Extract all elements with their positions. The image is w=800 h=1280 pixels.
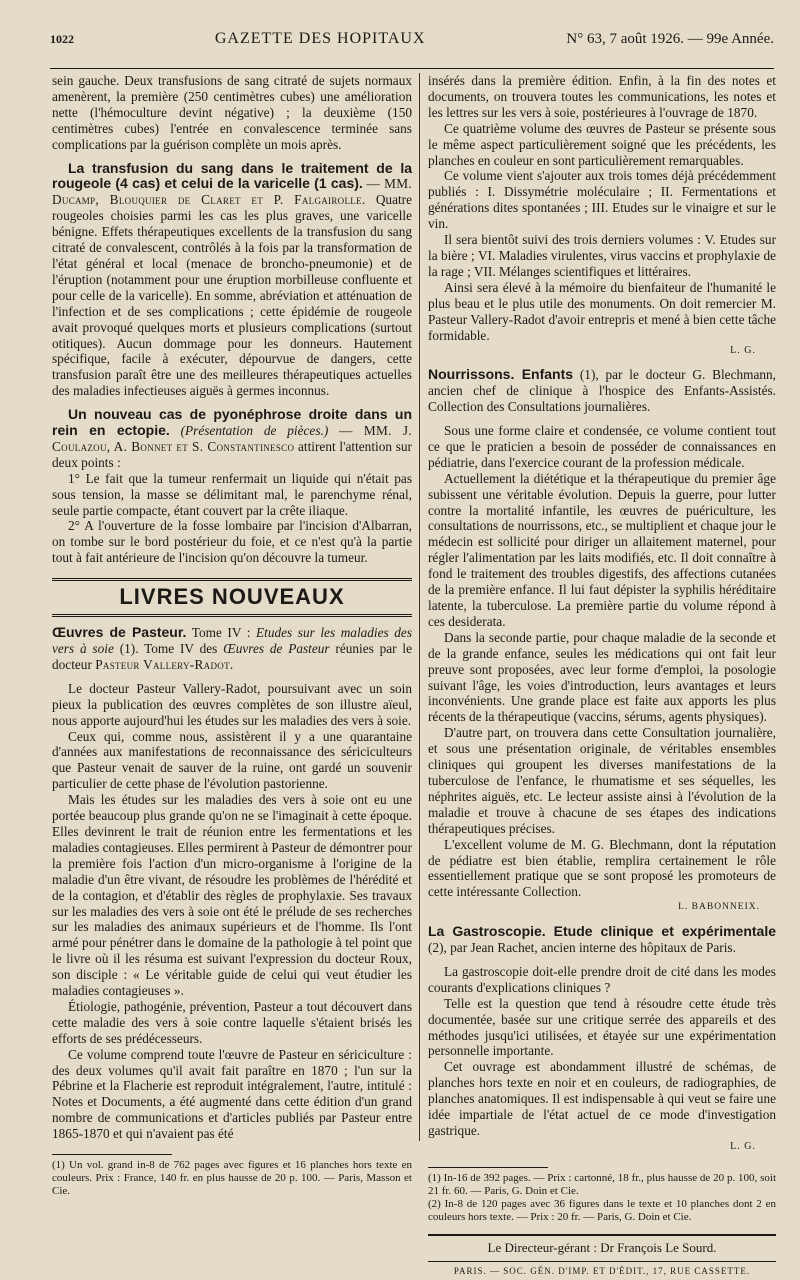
paragraph: Étiologie, pathogénie, prévention, Pasteur a tout découvert dans cette maladie des vers à soie contre laquelle s'étaient brisés les efforts de ses prédécesseurs. (52, 998, 412, 1046)
director-line: Le Directeur-gérant : Dr François Le Sourd. (428, 1234, 776, 1256)
paragraph: Actuellement la diététique et la thérapeutique du premier âge subissent une véritable évolution. Depuis la guerre, pour lutter contre la mortalité infantile, les œuvres de puériculture, les consultations de nourrissons, etc., se multiplient et chaque jour le médecin est sollicité pour diriger un allaitement maternel, pour régler l'alimentation par les laits modifiés, etc. Il doit connaître à fond le traitement des troubles digestifs, des affections cutanées de la première enfance. Il lui faut dépister la syphilis héréditaire latente, la tuberculose. La première partie du volume répond à ces desiderata. (428, 470, 776, 629)
book-title: Œuvres de Pasteur. (52, 624, 187, 641)
article-transfusion (52, 161, 412, 400)
paragraph: D'autre part, on trouvera dans cette Consultation journalière, et sous une présentation originale, de véritables ensembles cliniques qui groupent les diverses manifestations de la tuberculose de l'enfance, le rhumatisme et ses séquelles, les néphrites aiguës, etc. Le lecteur assiste ainsi à l'évolution de la maladie et trouve à chacune de ses étapes des indications thérapeutiques précises. (428, 725, 776, 836)
paragraph: Sous une forme claire et condensée, ce volume contient tout ce que le praticien a besoin de posséder de connaissances en pédiatrie, dans l'exercice courant de la profession médicale. (428, 423, 776, 470)
book-sub2-italic: Œuvres de Pasteur (223, 641, 330, 656)
article-title: La transfusion du sang dans le traitement de la rougeole (4 cas) et celui de la varicelle (1 cas). (52, 159, 412, 192)
article-intro: attirent l'attention sur deux points : (52, 438, 412, 470)
paragraph: L'excellent volume de M. G. Blechmann, dont la réputation de pédiatre est bien établie, remplira certainement le rôle essentiellement pratique que se sont proposé les promoteurs de cette intéressante Collection. (428, 836, 776, 900)
signature: L. G. (730, 345, 756, 357)
book-sub3: réunies par le docteur (52, 641, 413, 672)
paragraph: Dans la seconde partie, pour chaque maladie de la seconde et de la grande enfance, seules les médications qui ont fait leur preuve sont proposées, avec leur forme d'emploi, la posologie suivant l'âge, les voies d'introduction, leurs avantages et leurs inconvénients. Une grande place est faite aux apports les plus récents de la thérapeutique (vaccins, sérums, agents physiques). (428, 629, 776, 725)
paragraph: Ce volume vient s'ajouter aux trois tomes déjà précédemment publiés : I. Dissymétrie moléculaire ; II. Fermentations et générations dites spontanées ; III. Etudes sur le vinaigre et sur le vin. (428, 168, 776, 232)
book-sub: (2), par Jean Rachet, ancien interne des hôpitaux de Paris. (428, 940, 736, 956)
book-sub: (1), par le docteur G. Blechmann, ancien chef de clinique à l'hospice des Enfants-Assistés. Collection des Consultations journalières. (428, 367, 776, 415)
footnote: (1) In-16 de 392 pages. — Prix : cartonné, 18 fr., plus hausse de 20 p. 100, soit 21 fr. 60. — Paris, G. Doin et Cie. (428, 1171, 776, 1197)
paragraph: Le docteur Pasteur Vallery-Radot, poursuivant avec un soin pieux la publication des œuvres complètes de son illustre aïeul, nous apporte aujourd'hui les études sur les maladies des vers à soie. (52, 680, 412, 728)
livres-banner (52, 578, 412, 617)
right-column (428, 73, 776, 1280)
header-rule (50, 68, 774, 69)
section-title: LIVRES NOUVEAUX (119, 584, 345, 610)
left-column (52, 73, 412, 1198)
book-gastroscopie-heading (428, 924, 776, 956)
article-pyonephrose (52, 407, 412, 471)
paragraph: La gastroscopie doit-elle prendre droit de cité dans les modes courants d'explications cliniques ? (428, 963, 776, 995)
article-authors: — MM. Ducamp, Blouquier de Claret et P. Falgairolle. (52, 176, 413, 208)
paragraph: Telle est la question que tend à résoudre cette étude très documentée, basée sur une critique serrée des appareils et des méthodes jusqu'ici utilisées, et étayée sur une expérimentation personnelle importante. (428, 995, 776, 1059)
article-title: Un nouveau cas de pyonéphrose droite dans un rein en ectopie. (52, 406, 412, 439)
signature: L. BABONNEIX. (678, 902, 760, 913)
point-2: 2° A l'ouverture de la fosse lombaire par l'incision d'Albarran, on tombe sur le bord postérieur du foie, et ce n'est qu'à la partie tout à fait antérieure de l'incision qu'on découvre la tumeur. (52, 518, 412, 566)
footnote: (2) In-8 de 120 pages avec 36 figures dans le texte et 10 planches dont 2 en couleurs hors texte. — Prix : 20 fr. — Paris, G. Doin et Cie. (428, 1197, 776, 1223)
page-header (50, 30, 774, 52)
book-title: Nourrissons. Enfants (428, 366, 574, 383)
article-body: Quatre rougeoles choisies parmi les cas les plus graves, une varicelle bénigne. Effets thérapeutiques excellents de la transfusion du sang citraté de convalescent, contrôlés à la fois par la transformation de l'état général et local (menace de broncho-pneumonie) et de l'éruption (notamment pour une éruption morbilleuse confluente et pour celle de la varicelle). En somme, abréviation et atténuation de l'infection et de ses complications ; cette épidémie de rougeole avait provoqué quelques morts et plusieurs complications (surtout otitiques). Aucun dommage pour les donneurs. Hautement spécifique, facile à exécuter, dépourvue de dangers, cette transfusion paraît être une des meilleures thérapeutiques actuelles des maladies infectieuses aiguës à germes inconnus. (52, 192, 412, 399)
imprint-line: PARIS. — SOC. GÉN. D'IMP. ET D'ÉDIT., 17, RUE CASSETTE. (428, 1261, 776, 1280)
page-number: 1022 (50, 32, 74, 46)
journal-title: GAZETTE DES HOPITAUX (214, 30, 426, 47)
column-divider (419, 73, 420, 1141)
paragraph: Mais les études sur les maladies des vers à soie ont eu une portée beaucoup plus grande qu'on ne se l'imaginait à cette époque. Elles devinrent le trait de réunion entre les fermentations et les maladies contagieuses. Elles permirent à Pasteur de démontrer pour la première fois l'action d'un micro-organisme à l'origine de la maladie d'un être vivant, de résoudre les problèmes de l'hérédité et de la contagion, et d'établir des règles de prophylaxie. Ses travaux sur les maladies des vers à soie ont été le prélude de ses recherches sur les maladies des animaux supérieurs et de l'homme. Ils l'ont armé pour pénétrer dans le domaine de la pathologie à tel point que le livre où il les résuma est suivant l'expression du docteur Roux, son disciple : « Le véritable guide de celui qui veut étudier les maladies contagieuses ». (52, 792, 413, 999)
book-author: Pasteur Vallery-Radot. (95, 656, 234, 672)
paragraph: Ce quatrième volume des œuvres de Pasteur se présente sous le même aspect particulièrement soigné que les précédents, les planches en couleur en sont particulièrement remarquables. (428, 120, 776, 168)
article-authors: — MM. J. Coulazou, A. Bonnet et S. Constantinesco (52, 423, 412, 454)
paragraph: sein gauche. Deux transfusions de sang citraté de sujets normaux amenèrent, la première (250 centimètres cubes) une amélioration nette (l'hémoculture devint négative) ; la deuxième (150 centimètres cubes) l'entrée en convalescence terminée sans complications par la guérison complète un mois après. (52, 73, 412, 152)
paragraph: insérés dans la première édition. Enfin, à la fin des notes et documents, on trouvera toutes les communications, les notes et les lettres sur les vers à soie, postérieures à l'ouvrage de 1870. (428, 73, 776, 120)
book-pasteur-heading (52, 625, 412, 673)
paragraph: Ainsi sera élevé à la mémoire du bienfaiteur de l'humanité le plus beau et le plus utile des monuments. On doit remercier M. Pasteur Vallery-Radot d'avoir entrepris et mené à bien cette tâche formidable. (428, 279, 776, 343)
book-sub-italic: Etudes sur les maladies des vers à soie (52, 625, 412, 656)
book-nourrissons-heading (428, 367, 776, 415)
footnote-rule (428, 1167, 548, 1168)
footnote-rule (52, 1154, 172, 1155)
signature: L. G. (730, 1140, 756, 1152)
paragraph: Il sera bientôt suivi des trois derniers volumes : V. Etudes sur la bière ; VI. Maladies virulentes, virus vaccins et prophylaxie de la rage ; VII. Mélanges scientifiques et littéraires. (428, 232, 776, 279)
book-sub2: (1). Tome IV des (119, 641, 218, 656)
book-sub: Tome IV : (191, 625, 251, 641)
book-title: La Gastroscopie. Etude clinique et expérimentale (428, 923, 776, 940)
paragraph: Ceux qui, comme nous, assistèrent il y a une quarantaine d'années aux manifestations de reconnaissance des sériciculteurs que Pasteur venait de sauver de la ruine, ont gardé un souvenir particulier de cette phase de l'évolution pastorienne. (52, 728, 412, 792)
paragraph: Cet ouvrage est abondamment illustré de schémas, de planches hors texte en noir et en couleurs, de radiographies, de planches anatomiques. Il est indispensable à qui veut se faire une idée impartiale de l'état actuel de ce mode d'investigation gastrique. (428, 1059, 776, 1138)
paragraph: Ce volume comprend toute l'œuvre de Pasteur en sériciculture : des deux volumes qu'il avait fait paraître en 1870 ; l'un sur la Pébrine et la Flacherie est reproduit intégralement, l'autre, intitulé : Notes et Documents, a été augmenté dans cette édition d'un grand nombre de communications et d'articles publiés par Pasteur entre 1865-1870 et qui n'avaient pas été (52, 1046, 412, 1142)
point-1: 1° Le fait que la tumeur renfermait un liquide qui n'était pas sous tension, la masse se délimitant mal, le parenchyme rénal, seule partie compacte, étant couvert par la crête iliaque. (52, 470, 412, 518)
issue-info: N° 63, 7 août 1926. — 99e Année. (566, 31, 774, 47)
article-note: (Présentation de pièces.) (180, 423, 329, 439)
footnote: (1) Un vol. grand in-8 de 762 pages avec figures et 16 planches hors texte en couleurs. Prix : France, 140 fr. en plus hausse de 20 p. 100. — Paris, Masson et Cie. (52, 1159, 412, 1198)
